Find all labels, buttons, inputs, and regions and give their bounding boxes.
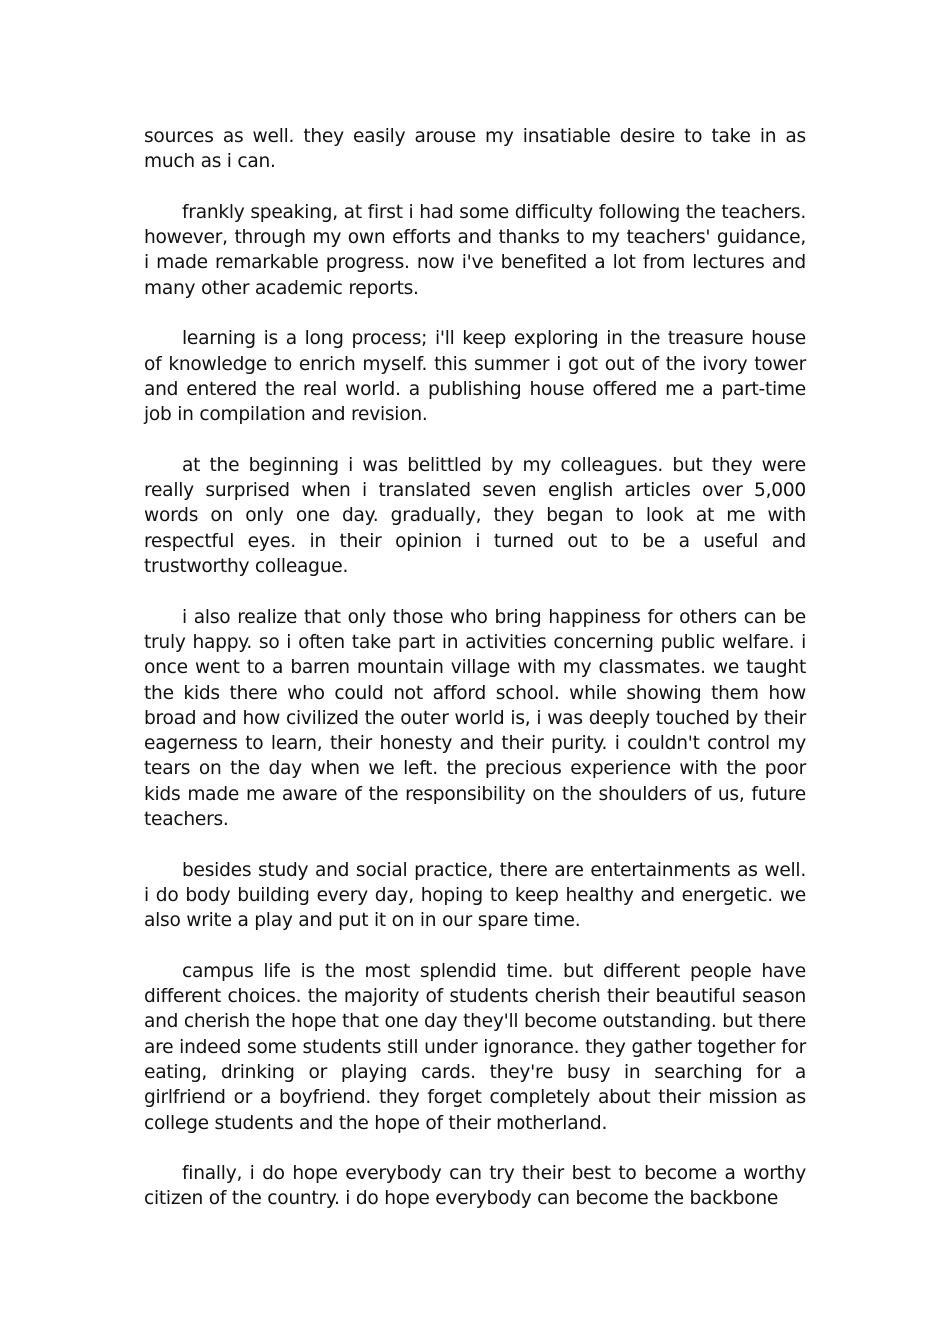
- paragraph-continued: sources as well. they easily arouse my insatiable desire to take in as much as i can.: [144, 126, 806, 173]
- document-page: [144, 124, 806, 1237]
- paragraph-colleagues: at the beginning i was belittled by my colleagues. but they were really surprised when i translated seven english articles over 5,000 words on only one day. gradually, they began to look at me with respectful eyes. in their opinion i turned out to be a useful and trustworthy colleague.: [144, 454, 806, 578]
- paragraph-learning-difficulty: frankly speaking, at first i had some difficulty following the teachers. however, through my own efforts and thanks to my teachers' guidance, i made remarkable progress. now i've benefited a lot from lectures and many other academic reports.: [144, 201, 806, 299]
- paragraph-entertainments: besides study and social practice, there are entertainments as well. i do body building every day, hoping to keep healthy and energetic. we also write a play and put it on in our spare time.: [144, 859, 806, 932]
- paragraph-campus-life: campus life is the most splendid time. but different people have different choices. the majority of students cherish their beautiful season and cherish the hope that one day they'll become outstanding. but there are indeed some students still under ignorance. they gather together for eating, drinking or playing cards. they're busy in searching for a girlfriend or a boyfriend. they forget completely about their mission as college students and the hope of their motherland.: [144, 960, 806, 1134]
- paragraph-learning-process: learning is a long process; i'll keep exploring in the treasure house of knowledge to enrich myself. this summer i got out of the ivory tower and entered the real world. a publishing house offered me a part-time job in compilation and revision.: [144, 328, 806, 426]
- paragraph-finally: finally, i do hope everybody can try their best to become a worthy citizen of the country. i do hope everybody can become the backbone: [144, 1163, 806, 1210]
- paragraph-public-welfare: i also realize that only those who bring happiness for others can be truly happy. so i often take part in activities concerning public welfare. i once went to a barren mountain village with my classmates. we taught the kids there who could not afford school. while showing them how broad and how civilized the outer world is, i was deeply touched by their eagerness to learn, their honesty and their purity. i couldn't control my tears on the day when we left. the precious experience with the poor kids made me aware of the responsibility on the shoulders of us, future teachers.: [144, 606, 806, 831]
